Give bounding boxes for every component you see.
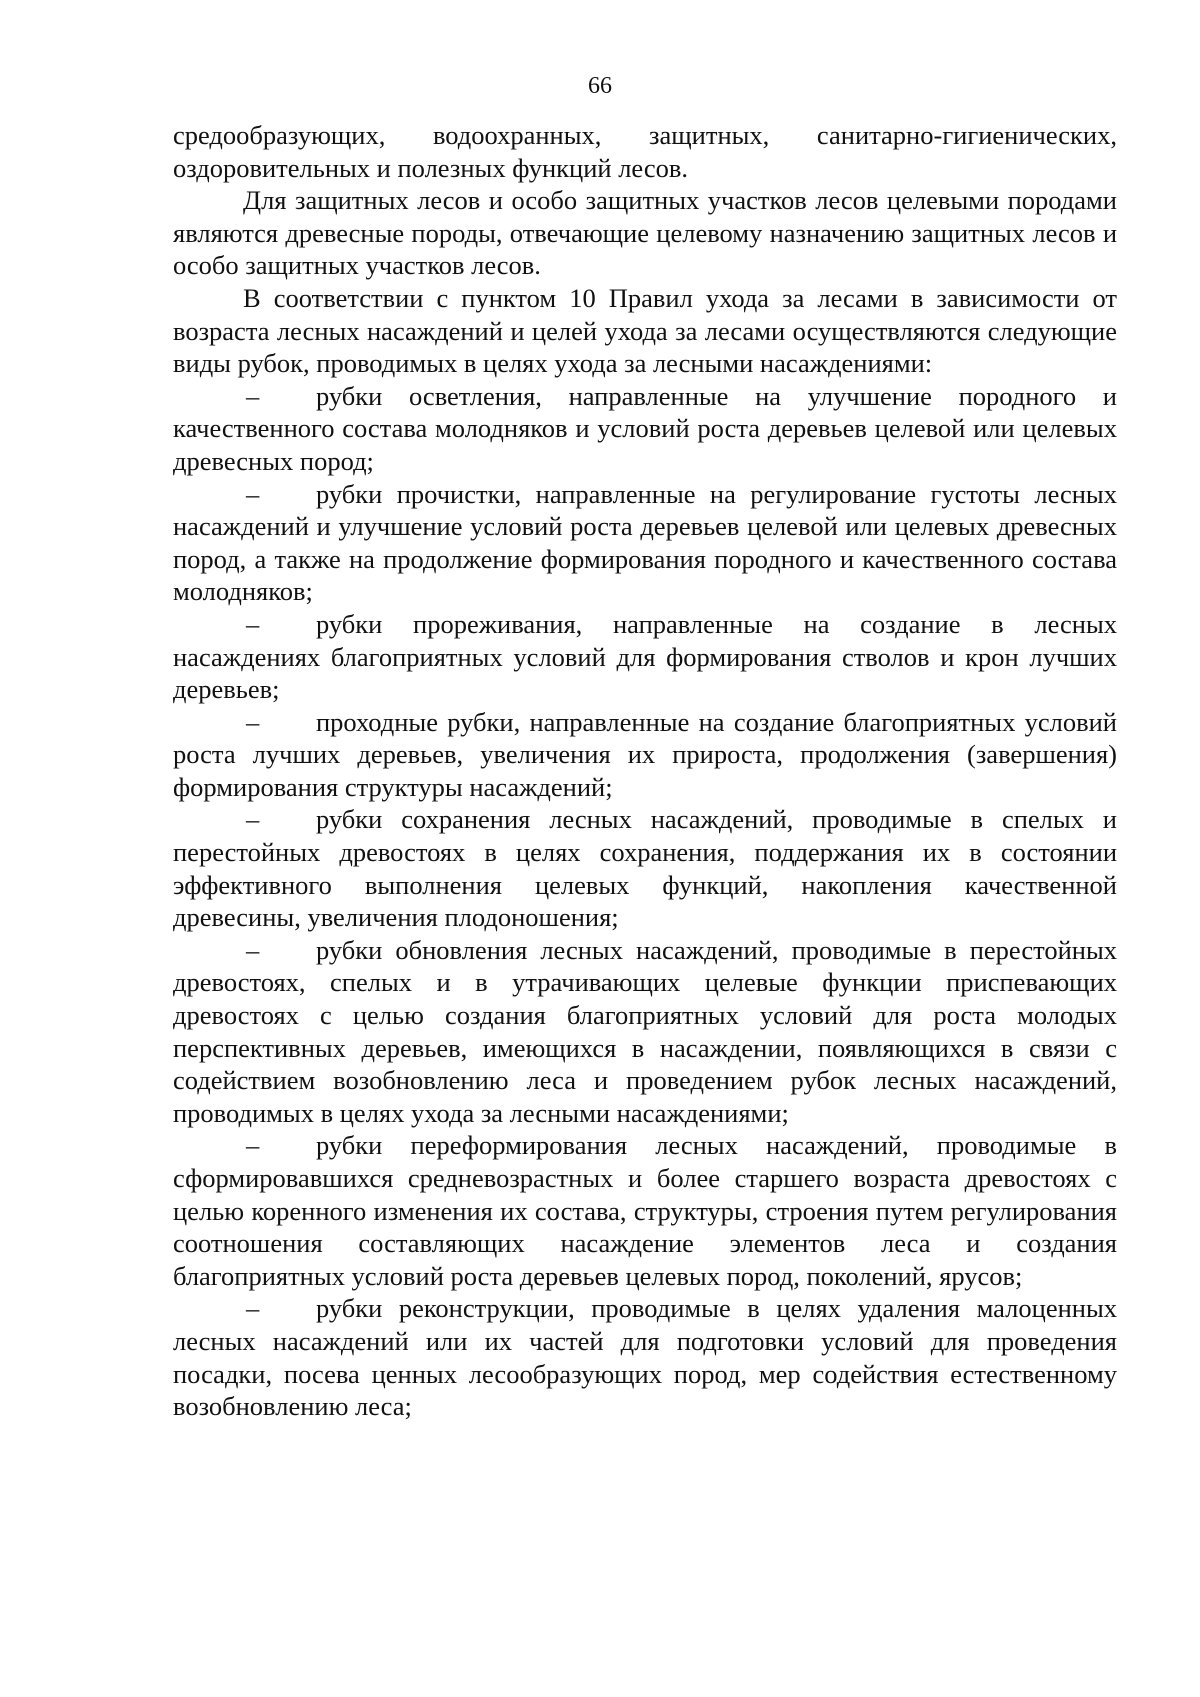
dash-marker: – [246,1130,260,1161]
list-item-text: рубки переформирования лесных насаждений, проводимые в сформировавшихся средневозрастных и более старшего возраста древостоях с целью коренного изменения их состава, структуры, строения путем регулирования соотношения составляющих насаждение элементов леса и создания благоприятных условий роста деревьев целевых пород, поколений, ярусов; [173,1130,1117,1291]
dash-marker: – [246,804,260,835]
list-item-text: проходные рубки, направленные на создание благоприятных условий роста лучших деревьев, увеличения их прироста, продолжения (завершения) формирования структуры насаждений; [173,706,1117,802]
paragraph-continuation: средообразующих, водоохранных, защитных, санитарно-гигиенических, оздоровительных и полезных функций лесов. [173,120,1117,183]
list-item [173,380,1117,478]
dash-marker: – [246,608,260,639]
dash-marker: – [246,934,260,965]
document-body [173,119,1117,1423]
list-item-text: рубки осветления, направленные на улучшение породного и качественного состава молодняков и условий роста деревьев целевой или целевых древесных пород; [173,380,1117,476]
list-item [173,706,1117,804]
page-number: 66 [588,73,612,99]
list-item [173,803,1117,933]
list-item-text: рубки реконструкции, проводимые в целях удаления малоценных лесных насаждений или их частей для подготовки условий для проведения посадки, посева ценных лесообразующих пород, мер содействия естественному возобновлению леса; [173,1293,1117,1422]
list-item [173,1292,1117,1422]
dash-marker: – [246,380,260,411]
list-item-text: рубки сохранения лесных насаждений, проводимые в спелых и перестойных древостоях в целях сохранения, поддержания их в состоянии эффективного выполнения целевых функций, накопления качественной древесины, увеличения плодоношения; [173,804,1117,933]
list-item [173,478,1117,608]
list-item [173,608,1117,706]
list-item-text: рубки обновления лесных насаждений, проводимые в перестойных древостоях, спелых и в утрачивающих целевые функции приспевающих древостоях с целью создания благоприятных условий для роста молодых перспективных деревьев, имеющихся в насаждении, появляющихся в связи с содействием возобновлению леса и проведением рубок лесных насаждений, проводимых в целях ухода за лесными насаждениями; [173,934,1117,1128]
dash-marker: – [246,1293,260,1324]
list-item-text: рубки прочистки, направленные на регулирование густоты лесных насаждений и улучшение условий роста деревьев целевой или целевых древесных пород, а также на продолжение формирования породного и качественного состава молодняков; [173,478,1117,607]
list-item-text: рубки прореживания, направленные на создание в лесных насаждениях благоприятных условий для формирования стволов и крон лучших деревьев; [173,608,1117,705]
dash-marker: – [246,478,260,509]
dash-marker: – [246,706,260,737]
paragraph-felling-types-intro: В соответствии с пунктом 10 Правил ухода за лесами в зависимости от возраста лесных насаждений и целей ухода за лесами осуществляются следующие виды рубок, проводимых в целях ухода за лесными насаждениями: [173,282,1117,379]
list-item [173,1129,1117,1292]
paragraph-target-species: Для защитных лесов и особо защитных участков лесов целевыми породами являются древесные породы, отвечающие целевому назначению защитных лесов и особо защитных участков лесов. [173,185,1117,281]
list-item [173,934,1117,1130]
